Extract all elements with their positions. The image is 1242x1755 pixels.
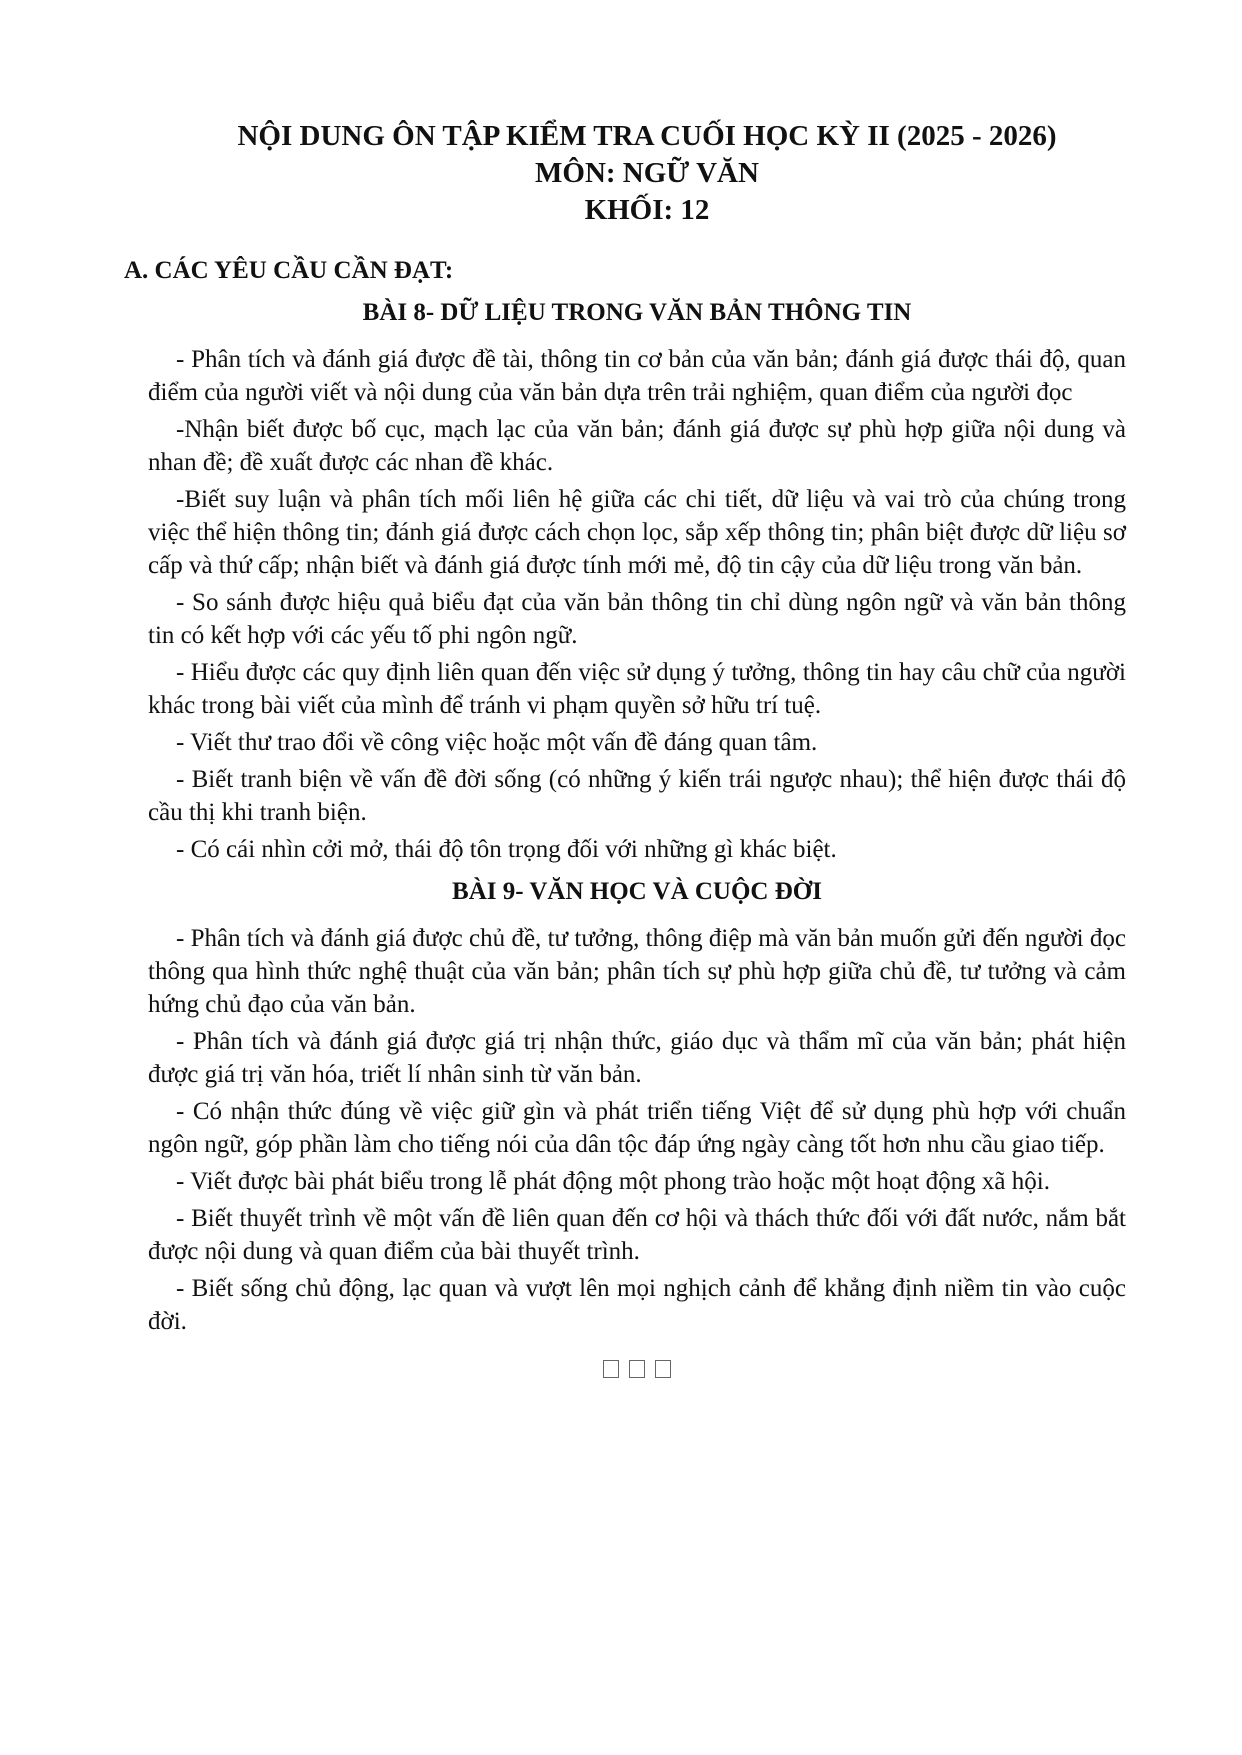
header-line-2: MÔN: NGỮ VĂN: [535, 157, 759, 189]
box-glyph-icon: [629, 1360, 645, 1378]
list-item: - Phân tích và đánh giá được giá trị nhận thức, giáo dục và thẩm mĩ của văn bản; phát hiện được giá trị văn hóa, triết lí nhân sinh từ văn bản.: [148, 1028, 1126, 1088]
list-item: - Viết thư trao đổi về công việc hoặc một vấn đề đáng quan tâm.: [176, 729, 818, 756]
list-item: - So sánh được hiệu quả biểu đạt của văn bản thông tin chỉ dùng ngôn ngữ và văn bản thông tin có kết hợp với các yếu tố phi ngôn ngữ.: [148, 589, 1126, 649]
lesson-9-items: [148, 922, 1126, 1338]
list-item: - Hiểu được các quy định liên quan đến việc sử dụng ý tưởng, thông tin hay câu chữ của người khác trong bài viết của mình để tránh vi phạm quyền sở hữu trí tuệ.: [148, 659, 1126, 719]
header-line-1: NỘI DUNG ÔN TẬP KIỂM TRA CUỐI HỌC KỲ II (2025 - 2026): [237, 120, 1057, 152]
document-header: [168, 118, 1126, 229]
document-page: [124, 118, 1126, 1380]
end-ornament-icon: [148, 1354, 1126, 1380]
section-a-heading: A. CÁC YÊU CẦU CẦN ĐẠT:: [124, 257, 454, 284]
list-item: - Viết được bài phát biểu trong lễ phát động một phong trào hoặc một hoạt động xã hội.: [176, 1168, 1050, 1195]
box-glyph-icon: [655, 1360, 671, 1378]
lesson-9-title: BÀI 9- VĂN HỌC VÀ CUỘC ĐỜI: [452, 878, 822, 905]
list-item: - Biết tranh biện về vấn đề đời sống (có những ý kiến trái ngược nhau); thể hiện được thái độ cầu thị khi tranh biện.: [148, 766, 1126, 826]
list-item: -Nhận biết được bố cục, mạch lạc của văn bản; đánh giá được sự phù hợp giữa nội dung và nhan đề; đề xuất được các nhan đề khác.: [148, 416, 1126, 476]
list-item: - Biết sống chủ động, lạc quan và vượt lên mọi nghịch cảnh để khẳng định niềm tin vào cuộc đời.: [148, 1275, 1126, 1335]
list-item: - Phân tích và đánh giá được chủ đề, tư tưởng, thông điệp mà văn bản muốn gửi đến người đọc thông qua hình thức nghệ thuật của văn bản; phân tích sự phù hợp giữa chủ đề, tư tưởng và cảm hứng chủ đạo của văn bản.: [148, 925, 1126, 1018]
list-item: - Có cái nhìn cởi mở, thái độ tôn trọng đối với những gì khác biệt.: [176, 836, 837, 863]
list-item: - Có nhận thức đúng về việc giữ gìn và phát triển tiếng Việt để sử dụng phù hợp với chuẩn ngôn ngữ, góp phần làm cho tiếng nói của dân tộc đáp ứng ngày càng tốt hơn nhu cầu giao tiếp.: [148, 1098, 1126, 1158]
lesson-8-title: BÀI 8- DỮ LIỆU TRONG VĂN BẢN THÔNG TIN: [362, 299, 912, 326]
box-glyph-icon: [603, 1360, 619, 1378]
list-item: -Biết suy luận và phân tích mối liên hệ giữa các chi tiết, dữ liệu và vai trò của chúng trong việc thể hiện thông tin; đánh giá được cách chọn lọc, sắp xếp thông tin; phân biệt được dữ liệu sơ cấp và thứ cấp; nhận biết và đánh giá được tính mới mẻ, độ tin cậy của dữ liệu trong văn bản.: [148, 486, 1126, 579]
lesson-8-items: [148, 343, 1126, 866]
list-item: - Phân tích và đánh giá được đề tài, thông tin cơ bản của văn bản; đánh giá được thái độ, quan điểm của người viết và nội dung của văn bản dựa trên trải nghiệm, quan điểm của người đọc: [148, 346, 1126, 406]
header-line-3: KHỐI: 12: [584, 194, 710, 226]
list-item: - Biết thuyết trình về một vấn đề liên quan đến cơ hội và thách thức đối với đất nước, nắm bắt được nội dung và quan điểm của bài thuyết trình.: [148, 1205, 1126, 1265]
